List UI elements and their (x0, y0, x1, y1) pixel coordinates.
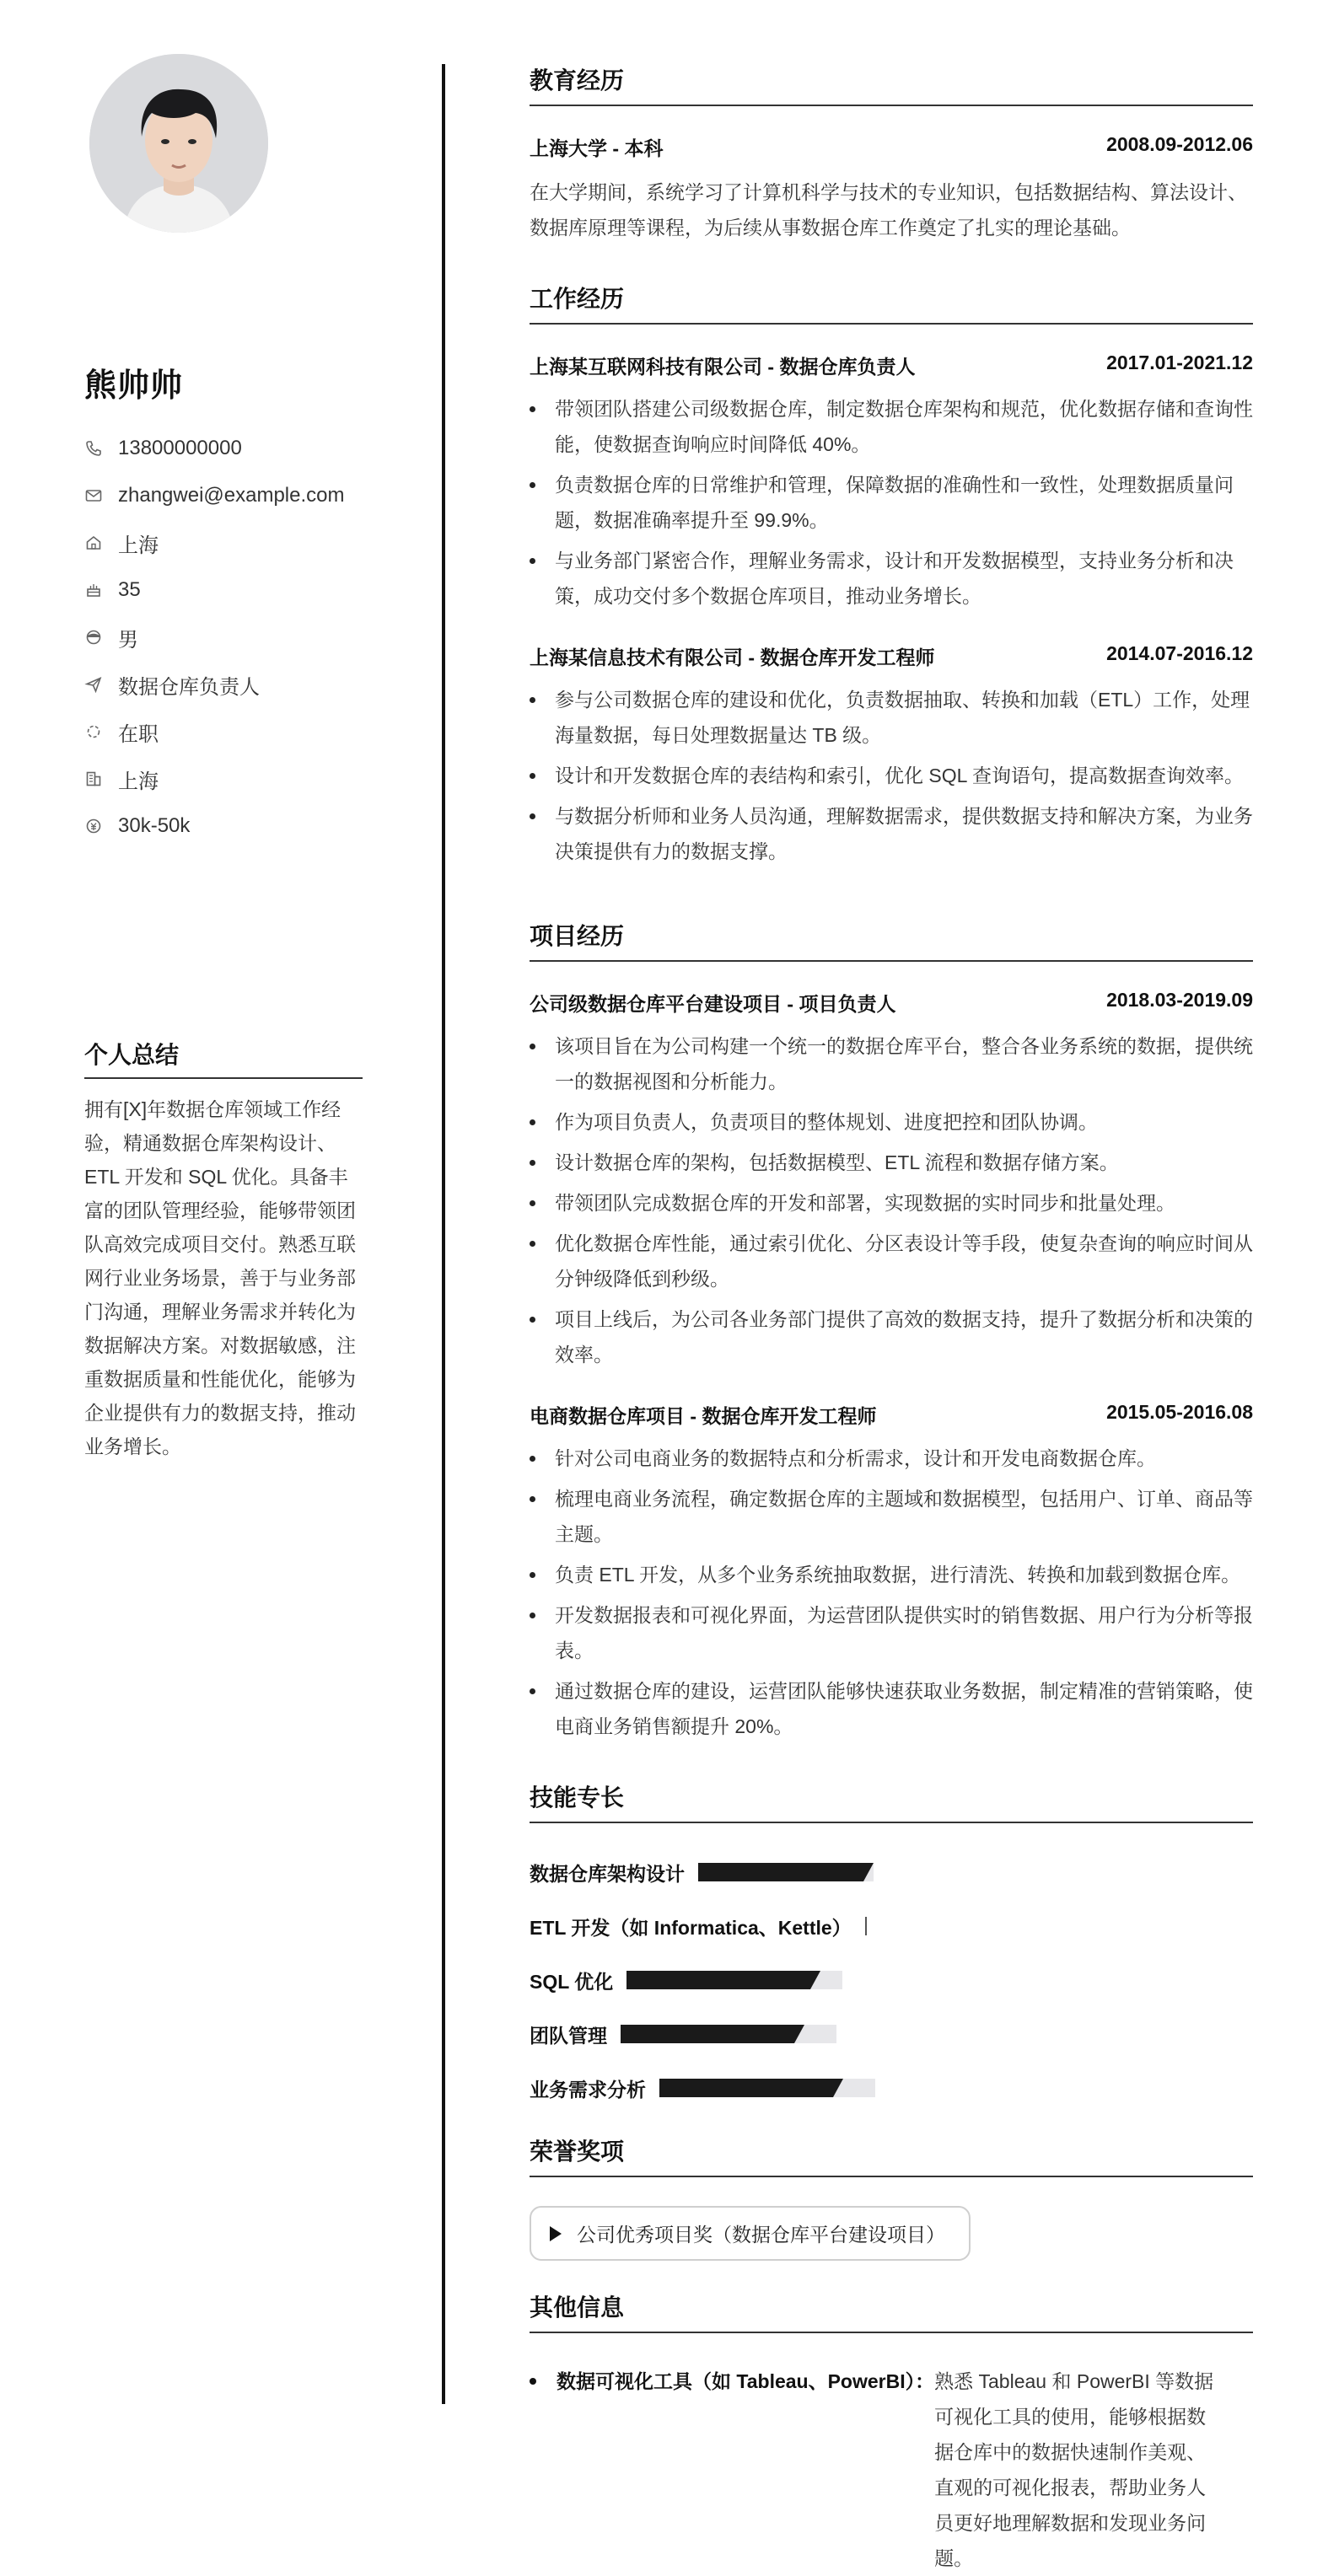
right-column (530, 62, 1253, 2576)
status-icon (84, 722, 103, 741)
project-period: 2015.05-2016.08 (1106, 1401, 1253, 1423)
summary-title: 个人总结 (84, 1037, 363, 1079)
other-item (530, 2364, 1253, 2576)
skill-level-bar (698, 1863, 874, 1881)
skill-item (530, 1899, 892, 1953)
skill-level-bar (621, 2025, 836, 2043)
mail-icon (84, 486, 103, 505)
project-name: 电商数据仓库项目 - 数据仓库开发工程师 (530, 1405, 877, 1427)
project-entry-head (530, 1401, 1253, 1429)
project-entry-head (530, 989, 1253, 1017)
avatar (89, 54, 268, 233)
skill-level-bar (865, 1917, 867, 1935)
home-icon (84, 534, 103, 552)
work-entry-head (530, 642, 1253, 670)
skill-item (530, 2061, 892, 2115)
info-status-text: 在职 (118, 722, 159, 746)
info-gender-text: 男 (118, 628, 138, 652)
candidate-name: 熊帅帅 (84, 368, 184, 404)
list-item: 开发数据报表和可视化界面，为运营团队提供实时的销售数据、用户行为分析等报表。 (530, 1597, 1253, 1668)
contact-info-list (84, 425, 345, 850)
skills-section (530, 1779, 1253, 2115)
list-item: 作为项目负责人，负责项目的整体规划、进度把控和团队协调。 (530, 1104, 1253, 1140)
info-salary-text: 30k-50k (118, 814, 191, 837)
work-section (530, 281, 1253, 869)
award-text: 公司优秀项目奖（数据仓库平台建设项目） (577, 2224, 945, 2246)
skill-label: 业务需求分析 (530, 2078, 646, 2101)
work-title: 工作经历 (530, 281, 1253, 325)
summary-text: 拥有[X]年数据仓库领域工作经验，精通数据仓库架构设计、ETL 开发和 SQL 优化。具备丰富的团队管理经验，能够带领团队高效完成项目交付。熟悉互联网行业业务场景，善于与业务部门沟通，理解业务需求并转化为数据解决方案。对数据敏感，注重数据质量和性能优化，能够为企业提供有力的数据支持，推动业务增长。 (84, 1098, 356, 1457)
info-phone-text: 13800000000 (118, 437, 242, 459)
info-salary (84, 802, 345, 850)
skill-label: SQL 优化 (530, 1970, 614, 1993)
skill-label: 数据仓库架构设计 (530, 1862, 685, 1885)
list-item: 设计和开发数据仓库的表结构和索引，优化 SQL 查询语句，提高数据查询效率。 (530, 758, 1253, 793)
list-item: 优化数据仓库性能，通过索引优化、分区表设计等手段，使复杂查询的响应时间从分钟级降低到秒级。 (530, 1226, 1253, 1296)
list-item: 与业务部门紧密合作，理解业务需求，设计和开发数据模型，支持业务分析和决策，成功交付多个数据仓库项目，推动业务增长。 (530, 543, 1253, 614)
list-item: 负责 ETL 开发，从多个业务系统抽取数据，进行清洗、转换和加载到数据仓库。 (530, 1557, 1253, 1592)
info-email-text: zhangwei@example.com (118, 484, 345, 507)
list-item: 项目上线后，为公司各业务部门提供了高效的数据支持，提升了数据分析和决策的效率。 (530, 1301, 1253, 1372)
info-city (84, 519, 345, 566)
skill-label: 团队管理 (530, 2024, 607, 2047)
skill-label: ETL 开发（如 Informatica、Kettle） (530, 1916, 852, 1939)
send-icon (84, 675, 103, 694)
skill-level-fill (626, 1971, 810, 1989)
work-company: 上海某互联网科技有限公司 - 数据仓库负责人 (530, 356, 916, 378)
gender-icon (84, 628, 103, 647)
work-bullets (530, 682, 1253, 869)
list-item: 参与公司数据仓库的建设和优化，负责数据抽取、转换和加载（ETL）工作，处理海量数据，每日处理数据量达 TB 级。 (530, 682, 1253, 753)
work-company: 上海某信息技术有限公司 - 数据仓库开发工程师 (530, 647, 935, 668)
column-divider (442, 64, 445, 2404)
skill-level-fill (698, 1863, 863, 1881)
other-title: 其他信息 (530, 2289, 1253, 2333)
other-section (530, 2289, 1253, 2576)
cake-icon (84, 581, 103, 599)
avatar-portrait-icon (89, 54, 268, 233)
list-item: 与数据分析师和业务人员沟通，理解数据需求，提供数据支持和解决方案，为业务决策提供有力的数据支撑。 (530, 798, 1253, 869)
awards-title: 荣誉奖项 (530, 2133, 1253, 2177)
education-entry-head (530, 133, 1253, 161)
project-title: 项目经历 (530, 918, 1253, 962)
skill-item (530, 2007, 892, 2061)
project-name: 公司级数据仓库平台建设项目 - 项目负责人 (530, 993, 896, 1015)
info-age-text: 35 (118, 578, 141, 601)
skill-item (530, 1845, 892, 1899)
education-title: 教育经历 (530, 62, 1253, 106)
education-desc: 在大学期间，系统学习了计算机科学与技术的专业知识，包括数据结构、算法设计、数据库原理等课程，为后续从事数据仓库工作奠定了扎实的理论基础。 (530, 181, 1247, 239)
info-gender (84, 614, 345, 661)
skills-list (530, 1845, 1253, 2115)
skill-level-bar (626, 1971, 842, 1989)
work-period: 2014.07-2016.12 (1106, 642, 1253, 664)
list-item: 设计数据仓库的架构，包括数据模型、ETL 流程和数据存储方案。 (530, 1145, 1253, 1180)
info-email (84, 472, 345, 519)
info-age (84, 566, 345, 614)
list-item: 负责数据仓库的日常维护和管理，保障数据的准确性和一致性，处理数据质量问题，数据准确率提升至 99.9%。 (530, 467, 1253, 538)
project-section (530, 918, 1253, 1744)
skill-item (530, 1953, 892, 2007)
phone-icon (84, 439, 103, 458)
money-icon (84, 817, 103, 835)
info-position (84, 661, 345, 708)
play-icon (550, 2226, 562, 2241)
info-phone (84, 425, 345, 472)
building-icon (84, 770, 103, 788)
education-school: 上海大学 - 本科 (530, 137, 664, 159)
work-entry-head (530, 352, 1253, 379)
summary-section (84, 1037, 363, 1463)
project-bullets (530, 1028, 1253, 1372)
work-bullets (530, 391, 1253, 614)
skill-level-fill (659, 2079, 833, 2097)
list-item: 针对公司电商业务的数据特点和分析需求，设计和开发电商数据仓库。 (530, 1441, 1253, 1476)
info-status (84, 708, 345, 755)
skills-title: 技能专长 (530, 1779, 1253, 1823)
other-value: 熟悉 Tableau 和 PowerBI 等数据可视化工具的使用，能够根据数据仓库中的数据快速制作美观、直观的可视化报表，帮助业务人员更好地理解数据和发现业务问题。 (934, 2370, 1214, 2569)
work-period: 2017.01-2021.12 (1106, 352, 1253, 373)
list-item: 通过数据仓库的建设，运营团队能够快速获取业务数据，制定精准的营销策略，使电商业务销售额提升 20%。 (530, 1673, 1253, 1744)
skill-level-bar (659, 2079, 875, 2097)
list-item: 带领团队完成数据仓库的开发和部署，实现数据的实时同步和批量处理。 (530, 1185, 1253, 1221)
list-item: 梳理电商业务流程，确定数据仓库的主题域和数据模型，包括用户、订单、商品等主题。 (530, 1481, 1253, 1552)
list-item: 该项目旨在为公司构建一个统一的数据仓库平台，整合各业务系统的数据，提供统一的数据视图和分析能力。 (530, 1028, 1253, 1099)
skill-level-fill (621, 2025, 794, 2043)
award-item (530, 2206, 971, 2261)
project-bullets (530, 1441, 1253, 1744)
other-key: 数据可视化工具（如 Tableau、PowerBI）： (557, 2370, 935, 2392)
awards-section (530, 2133, 1253, 2261)
education-period: 2008.09-2012.06 (1106, 133, 1253, 155)
info-position-text: 数据仓库负责人 (118, 675, 260, 699)
left-column (0, 0, 438, 2471)
bullet-dot-icon (530, 2378, 536, 2385)
project-period: 2018.03-2019.09 (1106, 989, 1253, 1011)
info-city-text: 上海 (118, 534, 159, 557)
list-item: 带领团队搭建公司级数据仓库，制定数据仓库架构和规范，优化数据存储和查询性能，使数据查询响应时间降低 40%。 (530, 391, 1253, 462)
info-target-city-text: 上海 (118, 770, 159, 793)
info-target-city (84, 755, 345, 802)
education-section (530, 62, 1253, 245)
